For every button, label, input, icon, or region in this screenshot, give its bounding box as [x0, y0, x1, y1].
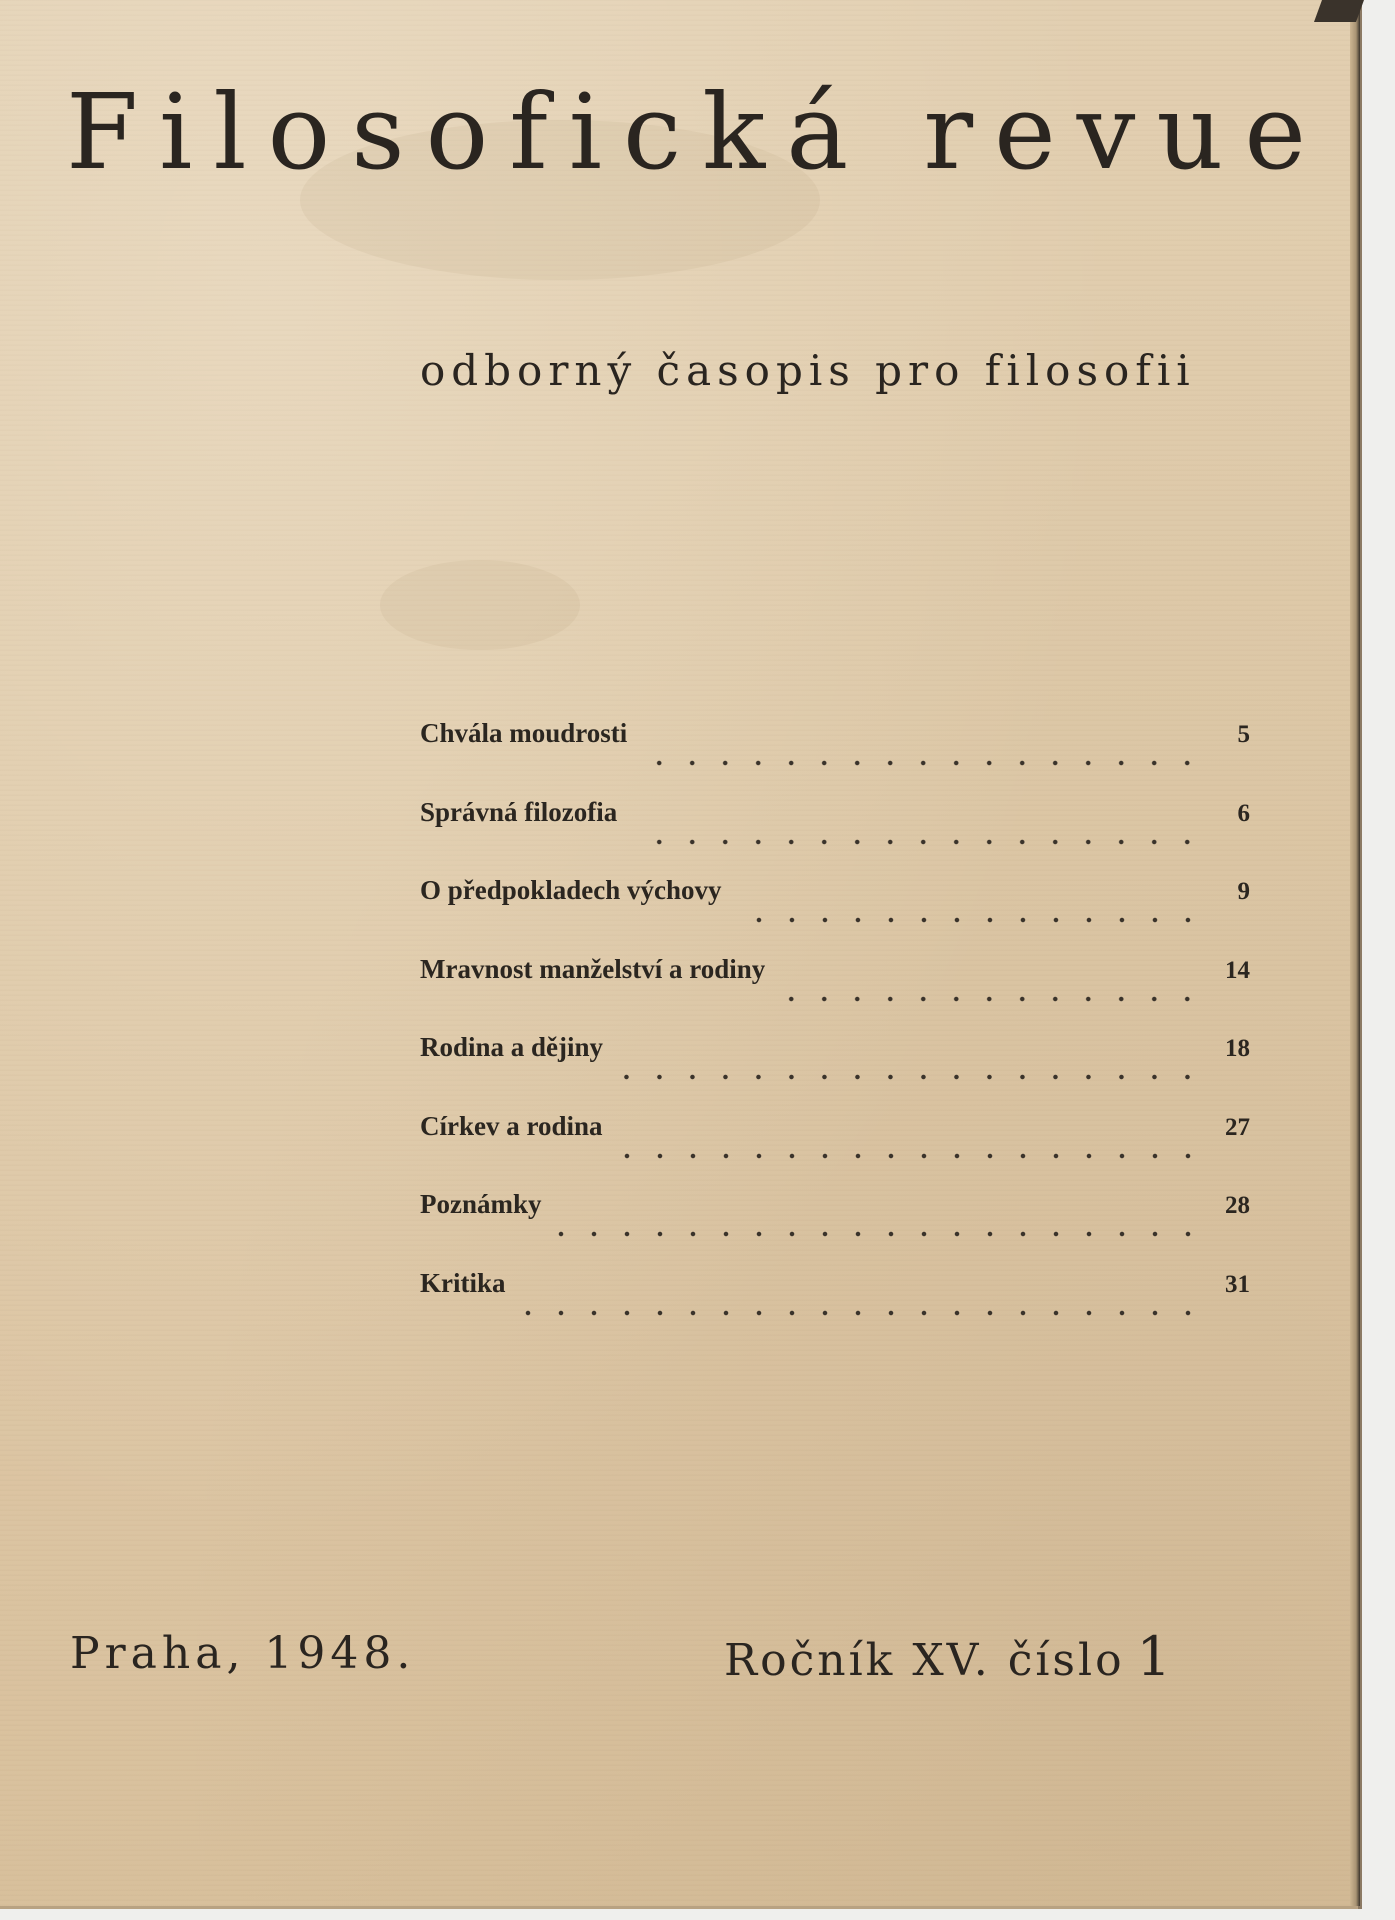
page-edge	[1350, 0, 1360, 1906]
toc-entry	[420, 1111, 1250, 1190]
toc-leader-dots	[779, 989, 1204, 1009]
table-of-contents	[420, 718, 1250, 1346]
toc-entry-title: Správná filozofia	[420, 796, 618, 827]
toc-entry-page: 6	[1237, 799, 1250, 827]
journal-title: Filosofická revue	[66, 71, 1327, 193]
toc-entry-page: 9	[1237, 878, 1250, 905]
toc-entry-title: Církev a rodina	[420, 1110, 603, 1141]
volume-label: Ročník XV. číslo	[724, 1635, 1125, 1686]
toc-entry	[420, 1189, 1250, 1268]
toc-leader-dots	[736, 910, 1204, 930]
toc-entry-title: O předpokladech výchovy	[420, 875, 722, 905]
page-corner	[1314, 0, 1364, 22]
toc-entry-page: 27	[1225, 1113, 1250, 1141]
toc-entry-title: Chvála moudrosti	[420, 718, 628, 748]
journal-subtitle: odborný časopis pro filosofii	[420, 346, 1196, 395]
toc-entry-page: 31	[1225, 1270, 1250, 1298]
toc-entry	[420, 718, 1250, 797]
toc-leader-dots	[520, 1303, 1205, 1323]
toc-leader-dots	[631, 832, 1204, 852]
toc-leader-dots	[617, 1146, 1204, 1166]
toc-leader-dots	[641, 753, 1204, 773]
toc-entry	[420, 954, 1250, 1033]
toc-entry	[420, 797, 1250, 876]
issue-number: 1	[1136, 1625, 1174, 1688]
toc-entry	[420, 875, 1250, 954]
volume-and-issue	[724, 1625, 1174, 1688]
toc-entry-title: Mravnost manželství a rodiny	[420, 953, 766, 984]
toc-leader-dots	[617, 1067, 1204, 1087]
toc-entry-page: 5	[1237, 721, 1250, 748]
toc-entry-title: Poznámky	[420, 1189, 542, 1219]
paper-stain	[380, 560, 580, 650]
toc-entry	[420, 1032, 1250, 1111]
toc-entry-title: Kritika	[420, 1267, 506, 1298]
toc-entry-title: Rodina a dějiny	[420, 1032, 604, 1062]
toc-entry-page: 28	[1225, 1192, 1250, 1219]
toc-entry	[420, 1268, 1250, 1347]
toc-entry-page: 18	[1225, 1035, 1250, 1062]
toc-leader-dots	[556, 1224, 1205, 1244]
place-and-year: Praha, 1948.	[70, 1628, 416, 1679]
toc-entry-page: 14	[1225, 956, 1250, 984]
